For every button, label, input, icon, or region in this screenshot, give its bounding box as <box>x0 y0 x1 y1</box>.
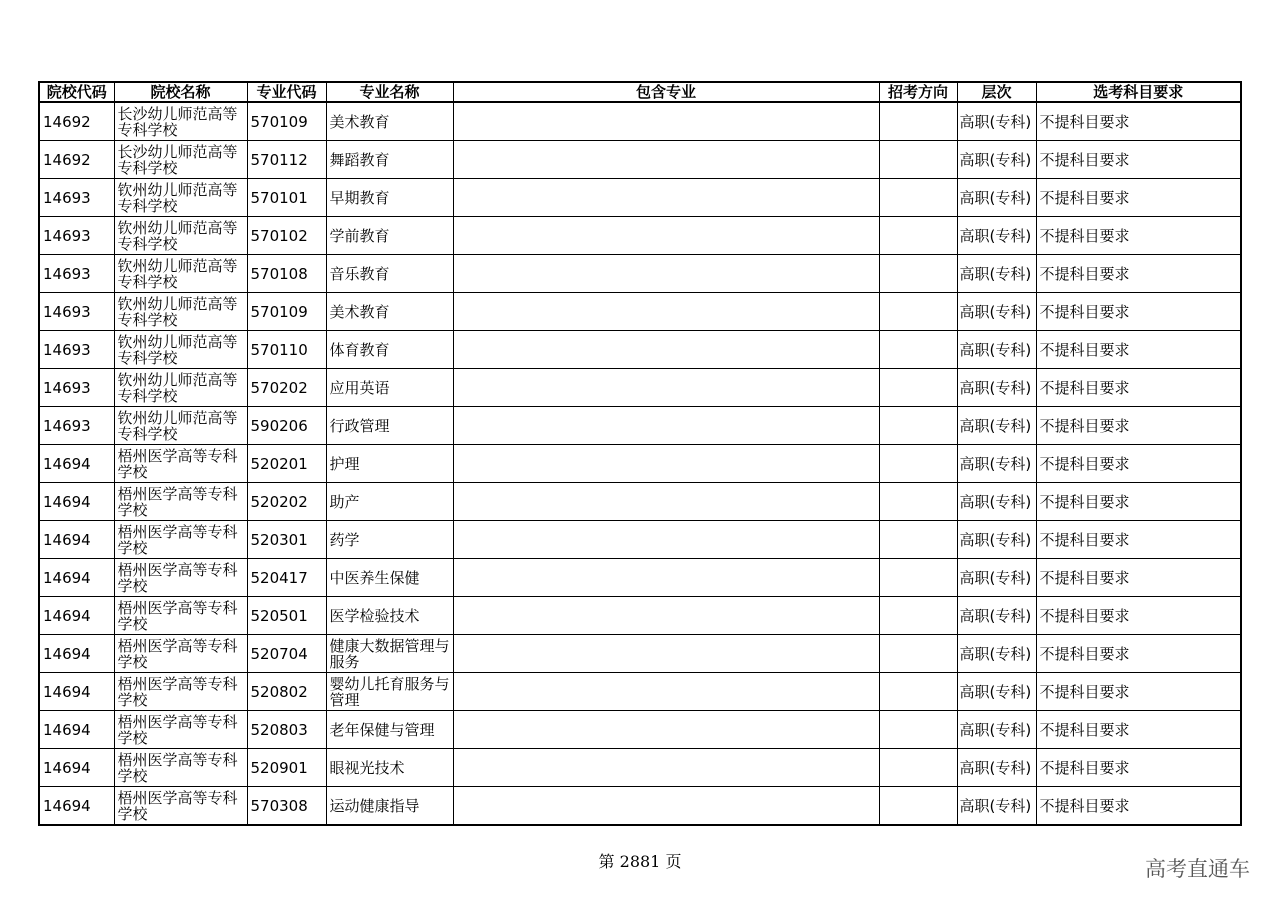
cell-direction <box>879 217 957 255</box>
cell-major-name: 药学 <box>326 521 453 559</box>
cell-school-name: 钦州幼儿师范高等专科学校 <box>114 255 247 293</box>
cell-school-name: 梧州医学高等专科学校 <box>114 559 247 597</box>
cell-subject-requirement: 不提科目要求 <box>1036 331 1241 369</box>
cell-level: 高职(专科) <box>957 445 1036 483</box>
cell-school-code: 14693 <box>39 407 114 445</box>
table-row <box>39 787 1241 826</box>
table-row <box>39 521 1241 559</box>
cell-subject-requirement: 不提科目要求 <box>1036 369 1241 407</box>
cell-direction <box>879 635 957 673</box>
cell-school-name: 钦州幼儿师范高等专科学校 <box>114 407 247 445</box>
cell-direction <box>879 521 957 559</box>
cell-school-code: 14693 <box>39 217 114 255</box>
cell-direction <box>879 597 957 635</box>
cell-included-majors <box>453 673 879 711</box>
cell-direction <box>879 673 957 711</box>
cell-major-code: 570110 <box>247 331 326 369</box>
cell-major-name: 运动健康指导 <box>326 787 453 826</box>
cell-school-name: 钦州幼儿师范高等专科学校 <box>114 369 247 407</box>
cell-included-majors <box>453 711 879 749</box>
cell-level: 高职(专科) <box>957 673 1036 711</box>
table-row <box>39 369 1241 407</box>
cell-direction <box>879 445 957 483</box>
cell-school-code: 14693 <box>39 369 114 407</box>
table-row <box>39 559 1241 597</box>
cell-major-name: 护理 <box>326 445 453 483</box>
cell-major-name: 应用英语 <box>326 369 453 407</box>
cell-major-code: 590206 <box>247 407 326 445</box>
cell-major-code: 570202 <box>247 369 326 407</box>
cell-school-code: 14693 <box>39 179 114 217</box>
table-row <box>39 635 1241 673</box>
cell-level: 高职(专科) <box>957 635 1036 673</box>
header-included-majors: 包含专业 <box>453 82 879 102</box>
table-row <box>39 179 1241 217</box>
cell-subject-requirement: 不提科目要求 <box>1036 445 1241 483</box>
cell-direction <box>879 293 957 331</box>
cell-subject-requirement: 不提科目要求 <box>1036 141 1241 179</box>
cell-included-majors <box>453 369 879 407</box>
cell-level: 高职(专科) <box>957 749 1036 787</box>
cell-major-code: 520501 <box>247 597 326 635</box>
cell-direction <box>879 787 957 826</box>
cell-level: 高职(专科) <box>957 407 1036 445</box>
header-row <box>39 82 1241 102</box>
cell-school-name: 梧州医学高等专科学校 <box>114 445 247 483</box>
cell-school-code: 14694 <box>39 673 114 711</box>
cell-level: 高职(专科) <box>957 711 1036 749</box>
table-row <box>39 141 1241 179</box>
cell-major-name: 体育教育 <box>326 331 453 369</box>
cell-major-name: 学前教育 <box>326 217 453 255</box>
cell-major-name: 婴幼儿托育服务与管理 <box>326 673 453 711</box>
cell-major-name: 行政管理 <box>326 407 453 445</box>
cell-major-code: 520301 <box>247 521 326 559</box>
cell-included-majors <box>453 217 879 255</box>
cell-school-code: 14694 <box>39 787 114 826</box>
cell-level: 高职(专科) <box>957 255 1036 293</box>
cell-subject-requirement: 不提科目要求 <box>1036 559 1241 597</box>
cell-included-majors <box>453 749 879 787</box>
cell-direction <box>879 559 957 597</box>
header-school-name: 院校名称 <box>114 82 247 102</box>
cell-included-majors <box>453 635 879 673</box>
table-row <box>39 483 1241 521</box>
cell-level: 高职(专科) <box>957 179 1036 217</box>
cell-included-majors <box>453 179 879 217</box>
cell-school-code: 14694 <box>39 483 114 521</box>
table-row <box>39 407 1241 445</box>
cell-school-code: 14694 <box>39 711 114 749</box>
cell-school-name: 钦州幼儿师范高等专科学校 <box>114 293 247 331</box>
cell-included-majors <box>453 407 879 445</box>
cell-included-majors <box>453 293 879 331</box>
cell-school-code: 14694 <box>39 597 114 635</box>
cell-included-majors <box>453 331 879 369</box>
cell-included-majors <box>453 255 879 293</box>
cell-school-name: 梧州医学高等专科学校 <box>114 673 247 711</box>
cell-school-name: 梧州医学高等专科学校 <box>114 711 247 749</box>
table-row <box>39 749 1241 787</box>
cell-school-name: 钦州幼儿师范高等专科学校 <box>114 179 247 217</box>
cell-major-name: 健康大数据管理与服务 <box>326 635 453 673</box>
cell-subject-requirement: 不提科目要求 <box>1036 521 1241 559</box>
cell-level: 高职(专科) <box>957 369 1036 407</box>
cell-school-code: 14694 <box>39 749 114 787</box>
cell-direction <box>879 141 957 179</box>
watermark: 高考直通车 <box>1145 857 1250 881</box>
cell-major-name: 助产 <box>326 483 453 521</box>
cell-subject-requirement: 不提科目要求 <box>1036 483 1241 521</box>
header-major-name: 专业名称 <box>326 82 453 102</box>
cell-level: 高职(专科) <box>957 597 1036 635</box>
cell-level: 高职(专科) <box>957 102 1036 141</box>
cell-major-code: 570112 <box>247 141 326 179</box>
cell-major-code: 570108 <box>247 255 326 293</box>
cell-school-code: 14694 <box>39 635 114 673</box>
cell-direction <box>879 179 957 217</box>
cell-subject-requirement: 不提科目要求 <box>1036 293 1241 331</box>
header-major-code: 专业代码 <box>247 82 326 102</box>
cell-major-code: 520901 <box>247 749 326 787</box>
cell-school-name: 梧州医学高等专科学校 <box>114 787 247 826</box>
cell-included-majors <box>453 141 879 179</box>
cell-school-code: 14694 <box>39 521 114 559</box>
table-row <box>39 597 1241 635</box>
table-row <box>39 217 1241 255</box>
cell-included-majors <box>453 559 879 597</box>
table-row <box>39 255 1241 293</box>
cell-level: 高职(专科) <box>957 293 1036 331</box>
cell-school-name: 梧州医学高等专科学校 <box>114 483 247 521</box>
cell-major-code: 520201 <box>247 445 326 483</box>
cell-major-code: 520802 <box>247 673 326 711</box>
cell-major-name: 舞蹈教育 <box>326 141 453 179</box>
cell-included-majors <box>453 597 879 635</box>
cell-school-name: 长沙幼儿师范高等专科学校 <box>114 102 247 141</box>
cell-school-code: 14693 <box>39 331 114 369</box>
cell-school-code: 14692 <box>39 102 114 141</box>
cell-direction <box>879 711 957 749</box>
header-subject-requirement: 选考科目要求 <box>1036 82 1241 102</box>
cell-direction <box>879 369 957 407</box>
cell-level: 高职(专科) <box>957 521 1036 559</box>
cell-included-majors <box>453 521 879 559</box>
cell-direction <box>879 331 957 369</box>
cell-major-code: 520202 <box>247 483 326 521</box>
cell-major-name: 早期教育 <box>326 179 453 217</box>
cell-school-name: 钦州幼儿师范高等专科学校 <box>114 217 247 255</box>
cell-subject-requirement: 不提科目要求 <box>1036 597 1241 635</box>
cell-school-name: 梧州医学高等专科学校 <box>114 597 247 635</box>
cell-major-code: 570102 <box>247 217 326 255</box>
cell-school-code: 14693 <box>39 293 114 331</box>
cell-subject-requirement: 不提科目要求 <box>1036 255 1241 293</box>
cell-direction <box>879 255 957 293</box>
cell-major-name: 美术教育 <box>326 293 453 331</box>
cell-level: 高职(专科) <box>957 787 1036 826</box>
cell-major-code: 520417 <box>247 559 326 597</box>
cell-school-code: 14694 <box>39 559 114 597</box>
cell-level: 高职(专科) <box>957 217 1036 255</box>
table-row <box>39 445 1241 483</box>
cell-school-name: 梧州医学高等专科学校 <box>114 521 247 559</box>
page-number: 第 2881 页 <box>598 852 682 871</box>
cell-direction <box>879 102 957 141</box>
header-school-code: 院校代码 <box>39 82 114 102</box>
table-row <box>39 102 1241 141</box>
cell-subject-requirement: 不提科目要求 <box>1036 102 1241 141</box>
cell-included-majors <box>453 102 879 141</box>
cell-major-code: 520803 <box>247 711 326 749</box>
cell-school-name: 梧州医学高等专科学校 <box>114 635 247 673</box>
cell-level: 高职(专科) <box>957 331 1036 369</box>
cell-school-name: 长沙幼儿师范高等专科学校 <box>114 141 247 179</box>
cell-major-code: 570101 <box>247 179 326 217</box>
cell-direction <box>879 407 957 445</box>
cell-direction <box>879 483 957 521</box>
majors-table <box>38 81 1242 826</box>
table-row <box>39 711 1241 749</box>
cell-level: 高职(专科) <box>957 483 1036 521</box>
cell-major-code: 570308 <box>247 787 326 826</box>
cell-major-name: 中医养生保健 <box>326 559 453 597</box>
cell-level: 高职(专科) <box>957 141 1036 179</box>
cell-subject-requirement: 不提科目要求 <box>1036 673 1241 711</box>
cell-school-code: 14694 <box>39 445 114 483</box>
cell-subject-requirement: 不提科目要求 <box>1036 635 1241 673</box>
cell-major-name: 音乐教育 <box>326 255 453 293</box>
table-row <box>39 331 1241 369</box>
cell-subject-requirement: 不提科目要求 <box>1036 711 1241 749</box>
cell-direction <box>879 749 957 787</box>
cell-school-code: 14692 <box>39 141 114 179</box>
cell-subject-requirement: 不提科目要求 <box>1036 787 1241 826</box>
cell-subject-requirement: 不提科目要求 <box>1036 179 1241 217</box>
cell-major-code: 570109 <box>247 102 326 141</box>
cell-included-majors <box>453 483 879 521</box>
cell-major-code: 520704 <box>247 635 326 673</box>
header-direction: 招考方向 <box>879 82 957 102</box>
cell-level: 高职(专科) <box>957 559 1036 597</box>
cell-major-name: 医学检验技术 <box>326 597 453 635</box>
cell-major-name: 眼视光技术 <box>326 749 453 787</box>
cell-major-name: 老年保健与管理 <box>326 711 453 749</box>
table-body <box>39 102 1241 825</box>
cell-included-majors <box>453 787 879 826</box>
cell-school-name: 梧州医学高等专科学校 <box>114 749 247 787</box>
cell-major-name: 美术教育 <box>326 102 453 141</box>
cell-school-code: 14693 <box>39 255 114 293</box>
cell-subject-requirement: 不提科目要求 <box>1036 217 1241 255</box>
cell-school-name: 钦州幼儿师范高等专科学校 <box>114 331 247 369</box>
cell-subject-requirement: 不提科目要求 <box>1036 749 1241 787</box>
cell-subject-requirement: 不提科目要求 <box>1036 407 1241 445</box>
table-row <box>39 293 1241 331</box>
cell-major-code: 570109 <box>247 293 326 331</box>
cell-included-majors <box>453 445 879 483</box>
header-level: 层次 <box>957 82 1036 102</box>
table-row <box>39 673 1241 711</box>
